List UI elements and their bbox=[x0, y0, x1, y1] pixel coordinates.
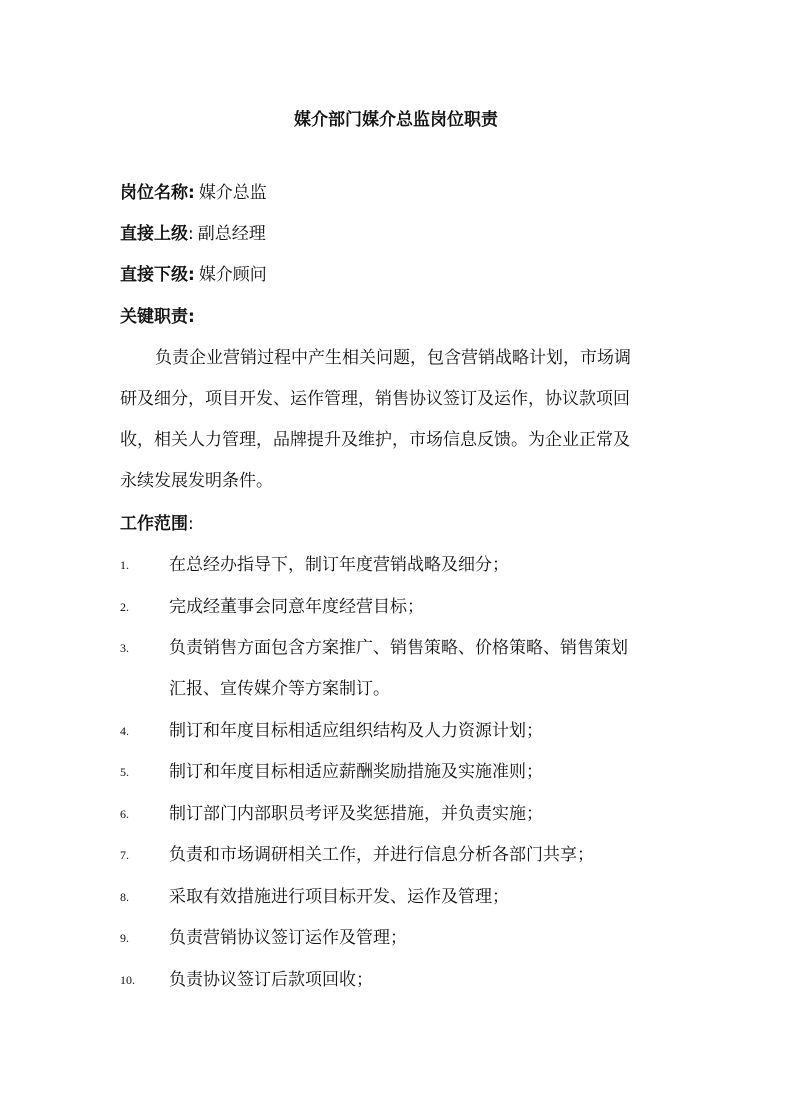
field-value: 媒介顾问 bbox=[198, 265, 267, 285]
field-value: 媒介总监 bbox=[198, 183, 267, 203]
list-item: 负责营销协议签订运作及管理； bbox=[169, 928, 407, 948]
list-item: 制订和年度目标相适应薪酬奖励措施及实施准则； bbox=[169, 762, 543, 782]
scope-heading bbox=[120, 512, 194, 536]
field-label: 岗位名称 bbox=[120, 183, 188, 203]
key-duties-line: 永续发展发明条件。 bbox=[120, 471, 273, 491]
list-item-number: 3. bbox=[120, 641, 129, 655]
list-item-number: 1. bbox=[120, 558, 129, 572]
field-separator: : bbox=[188, 183, 195, 203]
key-duties-line: 研及细分，项目开发、运作管理，销售协议签订及运作，协议款项回 bbox=[120, 389, 630, 409]
list-item: 负责销售方面包含方案推广、销售策略、价格策略、销售策划 bbox=[169, 638, 628, 658]
list-item: 采取有效措施进行项目标开发、运作及管理； bbox=[169, 887, 509, 907]
field-direct-superior bbox=[120, 222, 266, 246]
field-separator: : bbox=[188, 265, 195, 285]
list-item: 负责协议签订后款项回收； bbox=[169, 970, 373, 990]
page-title: 媒介部门媒介总监岗位职责 bbox=[294, 110, 498, 130]
list-item: 制订部门内部职员考评及奖惩措施，并负责实施； bbox=[169, 804, 543, 824]
field-direct-subordinate bbox=[120, 263, 267, 287]
field-label: 直接上级 bbox=[120, 224, 188, 244]
list-item-number: 5. bbox=[120, 765, 129, 779]
key-duties-line: 收，相关人力管理，品牌提升及维护，市场信息反馈。为企业正常及 bbox=[120, 430, 630, 450]
key-duties-heading: 关键职责: bbox=[120, 307, 195, 327]
list-item: 制订和年度目标相适应组织结构及人力资源计划； bbox=[169, 721, 543, 741]
list-item-continuation: 汇报、宣传媒介等方案制订。 bbox=[169, 679, 390, 699]
field-label: 直接下级 bbox=[120, 265, 188, 285]
list-item-number: 2. bbox=[120, 600, 129, 614]
list-item-number: 10. bbox=[120, 973, 135, 987]
list-item: 在总经办指导下，制订年度营销战略及细分； bbox=[169, 555, 509, 575]
field-separator: : bbox=[188, 224, 194, 244]
list-item-number: 6. bbox=[120, 807, 129, 821]
list-item-number: 8. bbox=[120, 890, 129, 904]
scope-heading-label: 工作范围 bbox=[120, 514, 188, 534]
list-item-number: 9. bbox=[120, 931, 129, 945]
field-value: 副总经理 bbox=[197, 224, 266, 244]
list-item: 完成经董事会同意年度经营目标； bbox=[169, 597, 424, 617]
list-item-number: 4. bbox=[120, 724, 129, 738]
scope-heading-separator: : bbox=[188, 514, 194, 534]
list-item-number: 7. bbox=[120, 848, 129, 862]
list-item: 负责和市场调研相关工作，并进行信息分析各部门共享； bbox=[169, 845, 594, 865]
field-position-name bbox=[120, 181, 267, 205]
key-duties-line: 负责企业营销过程中产生相关问题，包含营销战略计划，市场调 bbox=[155, 348, 631, 368]
